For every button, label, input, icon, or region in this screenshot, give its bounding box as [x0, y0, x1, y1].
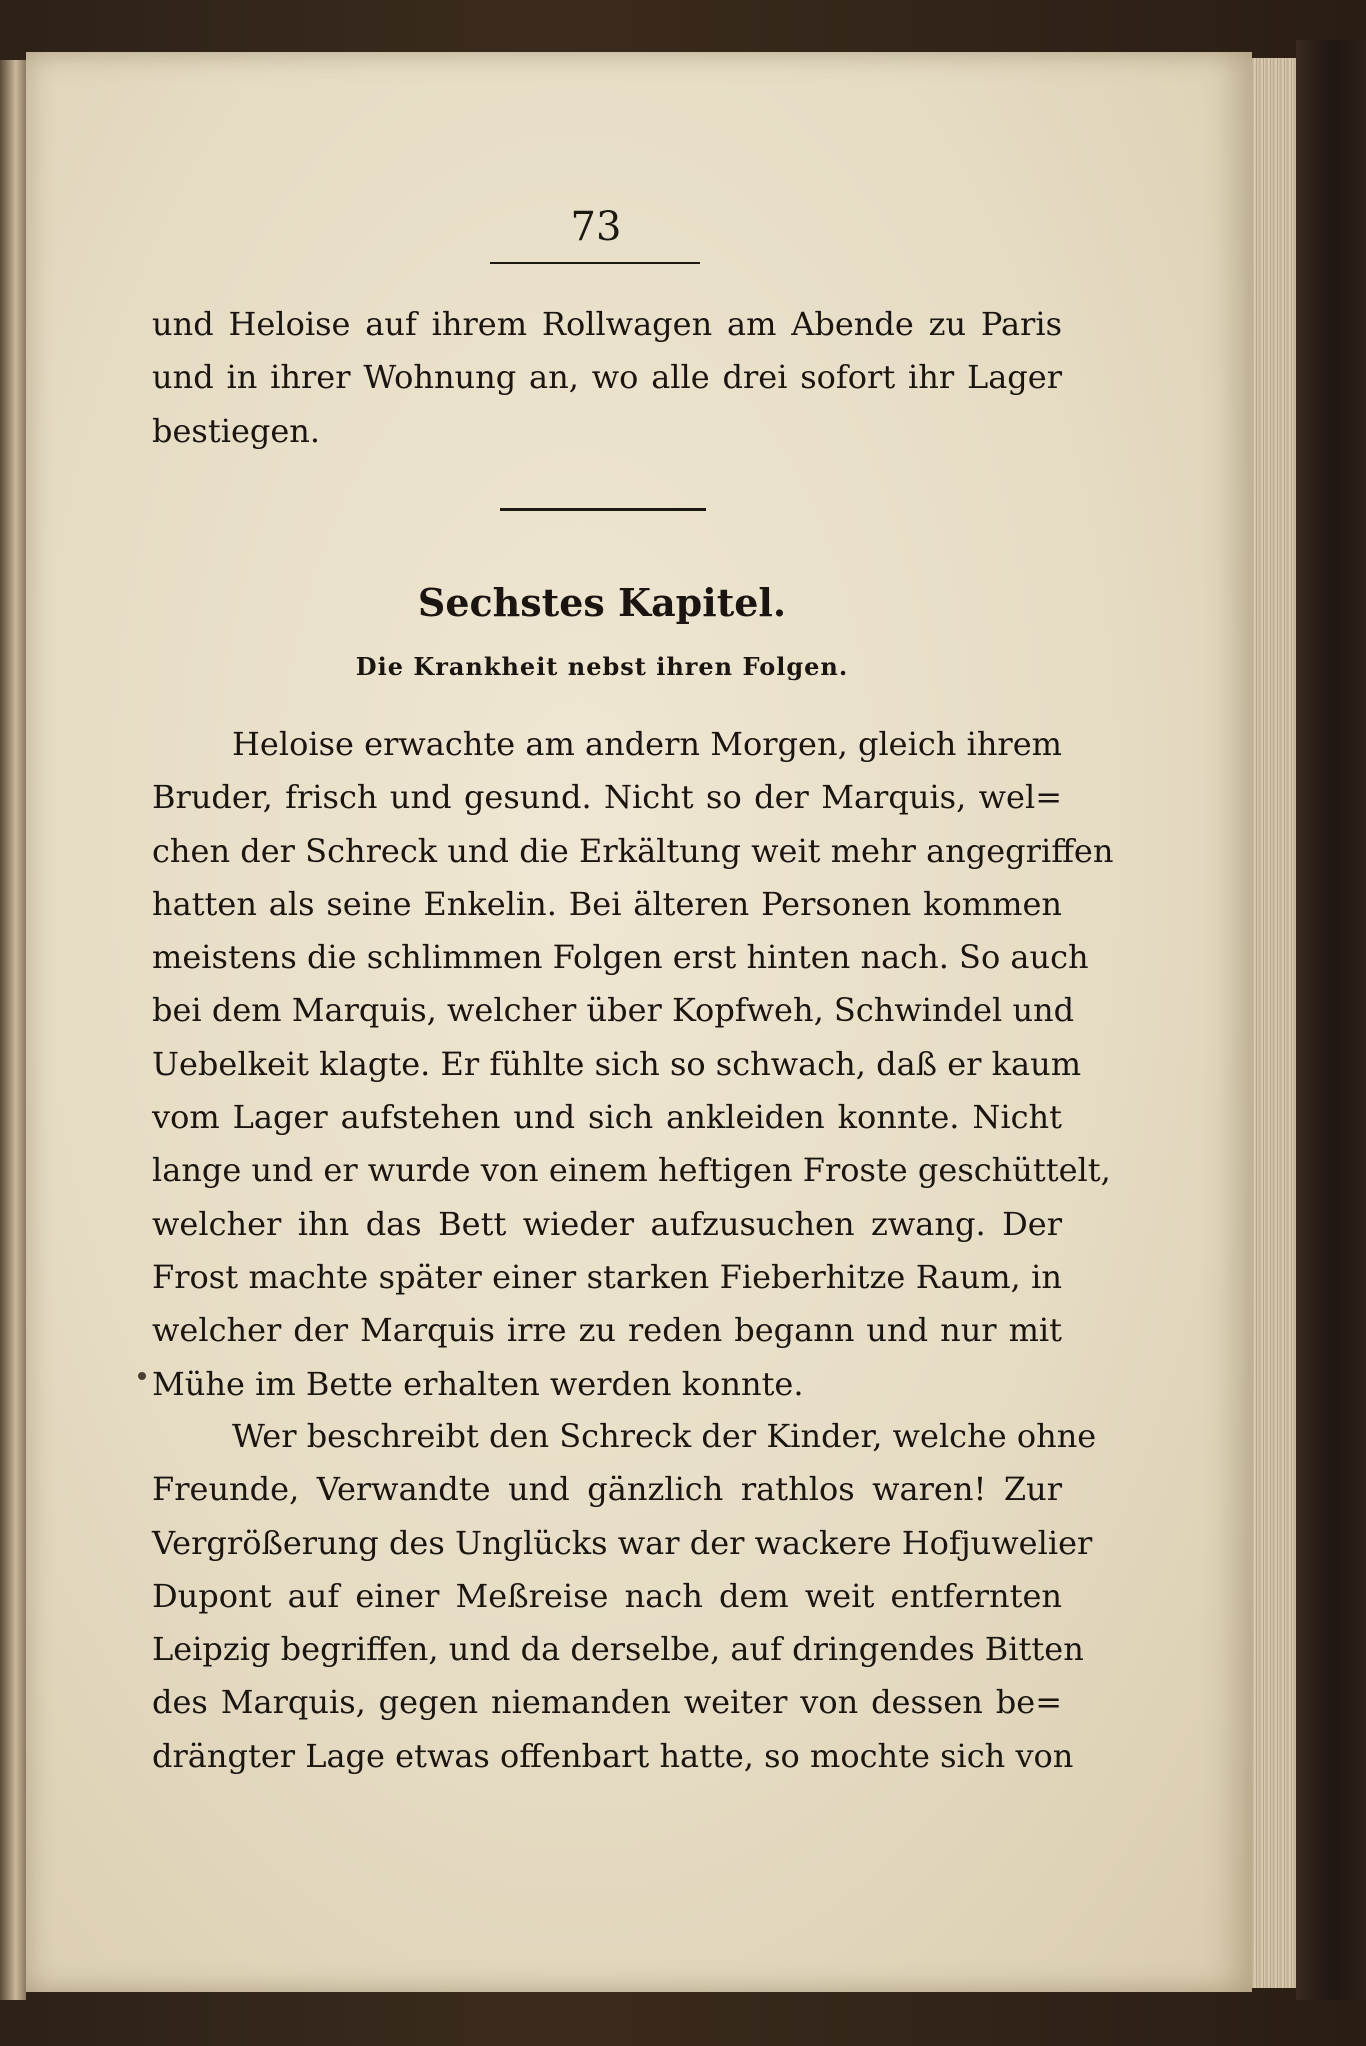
paragraph-1	[152, 718, 1114, 1411]
text-line: des Marquis, gegen niemanden weiter von dessen be=	[152, 1683, 1062, 1722]
text-line: bei dem Marquis, welcher über Kopfweh, Schwindel und	[152, 991, 1075, 1030]
text-line: Wer beschreibt den Schreck der Kinder, welche ohne	[232, 1417, 1097, 1455]
text-line: Heloise erwachte am andern Morgen, gleich ihrem	[232, 725, 1062, 763]
book-cover-edge	[1296, 40, 1366, 2000]
page-stack-edge	[1250, 58, 1298, 1988]
text-line: und in ihrer Wohnung an, wo alle drei sofort ihr Lager	[152, 358, 1062, 397]
text-line: Vergrößerung des Unglücks war der wackere Hofjuwelier	[152, 1523, 1093, 1562]
text-line: lange und er wurde von einem heftigen Froste geschüttelt,	[152, 1151, 1111, 1190]
text-line: Leipzig begriffen, und da derselbe, auf dringendes Bitten	[152, 1630, 1084, 1669]
text-line: chen der Schreck und die Erkältung weit mehr angegriffen	[152, 831, 1114, 870]
page-number: 73	[570, 204, 622, 250]
text-line: drängter Lage etwas offenbart hatte, so mochte sich von	[152, 1736, 1074, 1775]
text-line: meistens die schlimmen Folgen erst hinten nach. So auch	[152, 938, 1089, 977]
text-line: Mühe im Bette erhalten werden konnte.	[152, 1364, 804, 1403]
section-divider	[500, 508, 706, 511]
text-line: Uebelkeit klagte. Er fühlte sich so schwach, daß er kaum	[152, 1044, 1082, 1083]
top-paragraph	[152, 298, 1062, 458]
text-line: welcher ihn das Bett wieder aufzusuchen zwang. Der	[152, 1204, 1062, 1243]
text-line: Dupont auf einer Meßreise nach dem weit entfernten	[152, 1576, 1062, 1615]
text-line: bestiegen.	[152, 411, 321, 450]
text-line: Bruder, frisch und gesund. Nicht so der Marquis, wel=	[152, 778, 1062, 817]
text-line: vom Lager aufstehen und sich ankleiden konnte. Nicht	[152, 1098, 1062, 1137]
text-line: welcher der Marquis irre zu reden begann und nur mit	[152, 1311, 1062, 1350]
text-line: Freunde, Verwandte und gänzlich rathlos waren! Zur	[152, 1470, 1062, 1509]
chapter-title: Sechstes Kapitel.	[417, 580, 787, 625]
book-page	[26, 52, 1252, 1992]
header-rule	[490, 262, 700, 264]
chapter-subtitle: Die Krankheit nebst ihren Folgen.	[355, 652, 849, 681]
text-line: Frost machte später einer starken Fieberhitze Raum, in	[152, 1257, 1062, 1296]
ink-speck	[138, 1372, 146, 1380]
text-line: hatten als seine Enkelin. Bei älteren Personen kommen	[152, 884, 1062, 923]
facing-page-edge	[0, 60, 26, 2000]
text-line: und Heloise auf ihrem Rollwagen am Abende zu Paris	[152, 305, 1062, 343]
paragraph-2	[152, 1410, 1097, 1783]
